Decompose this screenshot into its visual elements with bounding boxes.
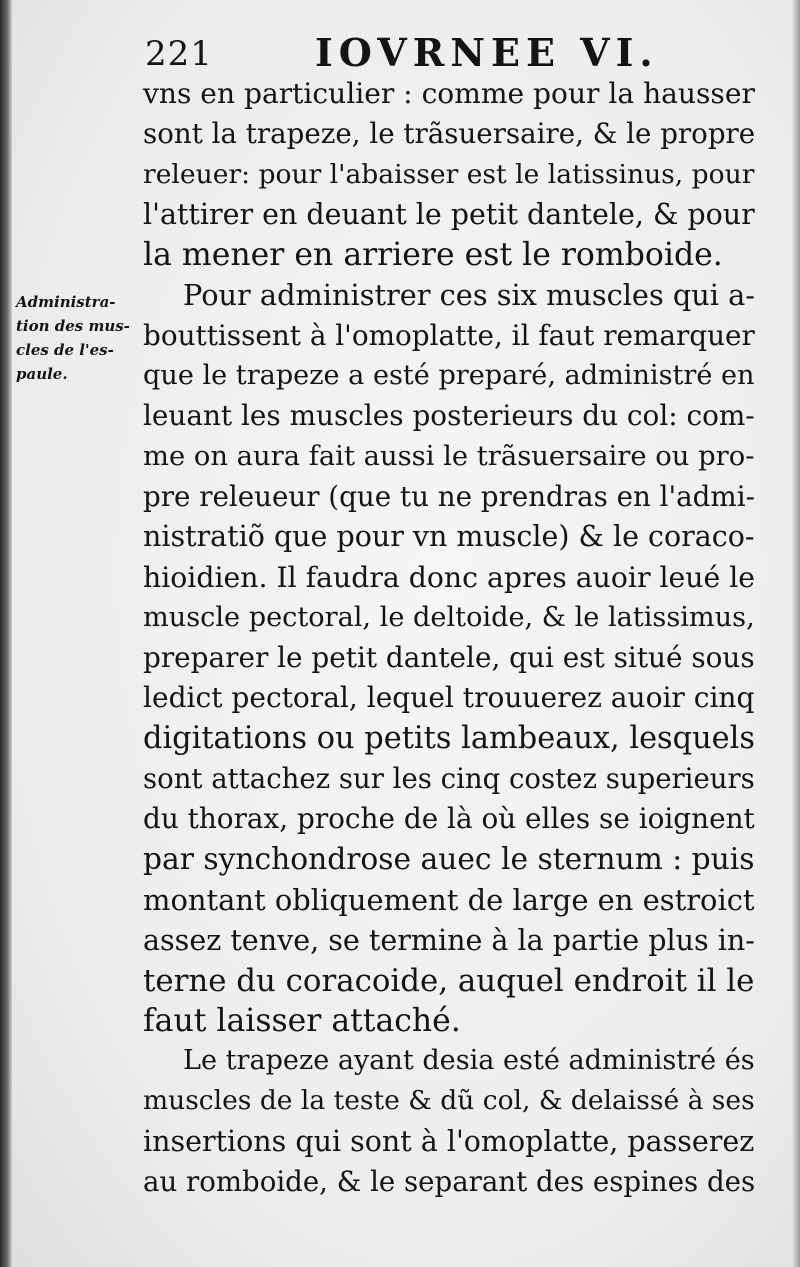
text-line: nistratiõ que pour vn muscle) & le coraco- (143, 520, 755, 554)
paragraph-start-line: Le trapeze ayant desia esté administré és (183, 1045, 755, 1077)
body-text (143, 74, 755, 1202)
text-line: assez tenve, se termine à la partie plus in- (143, 923, 755, 958)
text-line: muscle pectoral, le deltoide, & le latissimus, (143, 601, 755, 633)
margin-note-line: paule. (16, 365, 68, 383)
page-edge (792, 0, 800, 1267)
margin-note (16, 290, 141, 386)
paragraph-start-line: Pour administrer ces six muscles qui a- (183, 278, 756, 313)
text-line: preparer le petit dantele, qui est situé sous (143, 641, 755, 675)
text-line: leuant les muscles posterieurs du col: com- (143, 399, 755, 433)
text-line: ledict pectoral, lequel trouuerez auoir cinq (143, 681, 755, 715)
text-line: pre releueur (que tu ne prendras en l'admi- (143, 479, 755, 513)
text-line: par synchondrose auec le sternum : puis (143, 841, 755, 877)
text-line: terne du coracoide, auquel endroit il le (143, 962, 755, 999)
text-line: montant obliquement de large en estroict (143, 882, 755, 917)
page-gutter (0, 0, 12, 1267)
margin-note-line: Administra- (16, 293, 116, 311)
margin-note-line: cles de l'es- (16, 341, 114, 359)
text-line: releuer: pour l'abaisser est le latissinus, pour (143, 158, 755, 190)
page-number: 221 (145, 34, 213, 74)
text-line: au romboide, & le separant des espines des (143, 1165, 756, 1199)
text-line: la mener en arriere est le romboide. (143, 237, 723, 274)
text-line: faut laisser attaché. (143, 1002, 461, 1039)
text-line: muscles de la teste & dũ col, & delaissé à ses (143, 1085, 755, 1117)
text-line: vns en particulier : comme pour la hausser (143, 77, 755, 110)
text-line: sont la trapeze, le trãsuersaire, & le propre (143, 117, 756, 151)
text-line: sont attachez sur les cinq costez superieurs (143, 763, 755, 796)
text-line: l'attirer en deuant le petit dantele, & pour (143, 197, 755, 231)
text-line: hioidien. Il faudra donc apres auoir leué le (143, 560, 756, 594)
text-line: insertions qui sont à l'omoplatte, passerez (143, 1124, 755, 1158)
text-line: me on aura fait aussi le trãsuersaire ou pro- (143, 440, 755, 472)
text-line: bouttissent à l'omoplatte, il faut remarquer (143, 318, 755, 352)
margin-note-line: tion des mus- (16, 317, 130, 335)
text-line: digitations ou petits lambeaux, lesquels (143, 720, 755, 756)
running-title: IOVRNEE VI. (315, 30, 659, 75)
page-header (145, 30, 765, 76)
text-line: du thorax, proche de là où elles se ioignent (143, 802, 755, 836)
text-line: que le trapeze a esté preparé, administré en (143, 360, 755, 392)
